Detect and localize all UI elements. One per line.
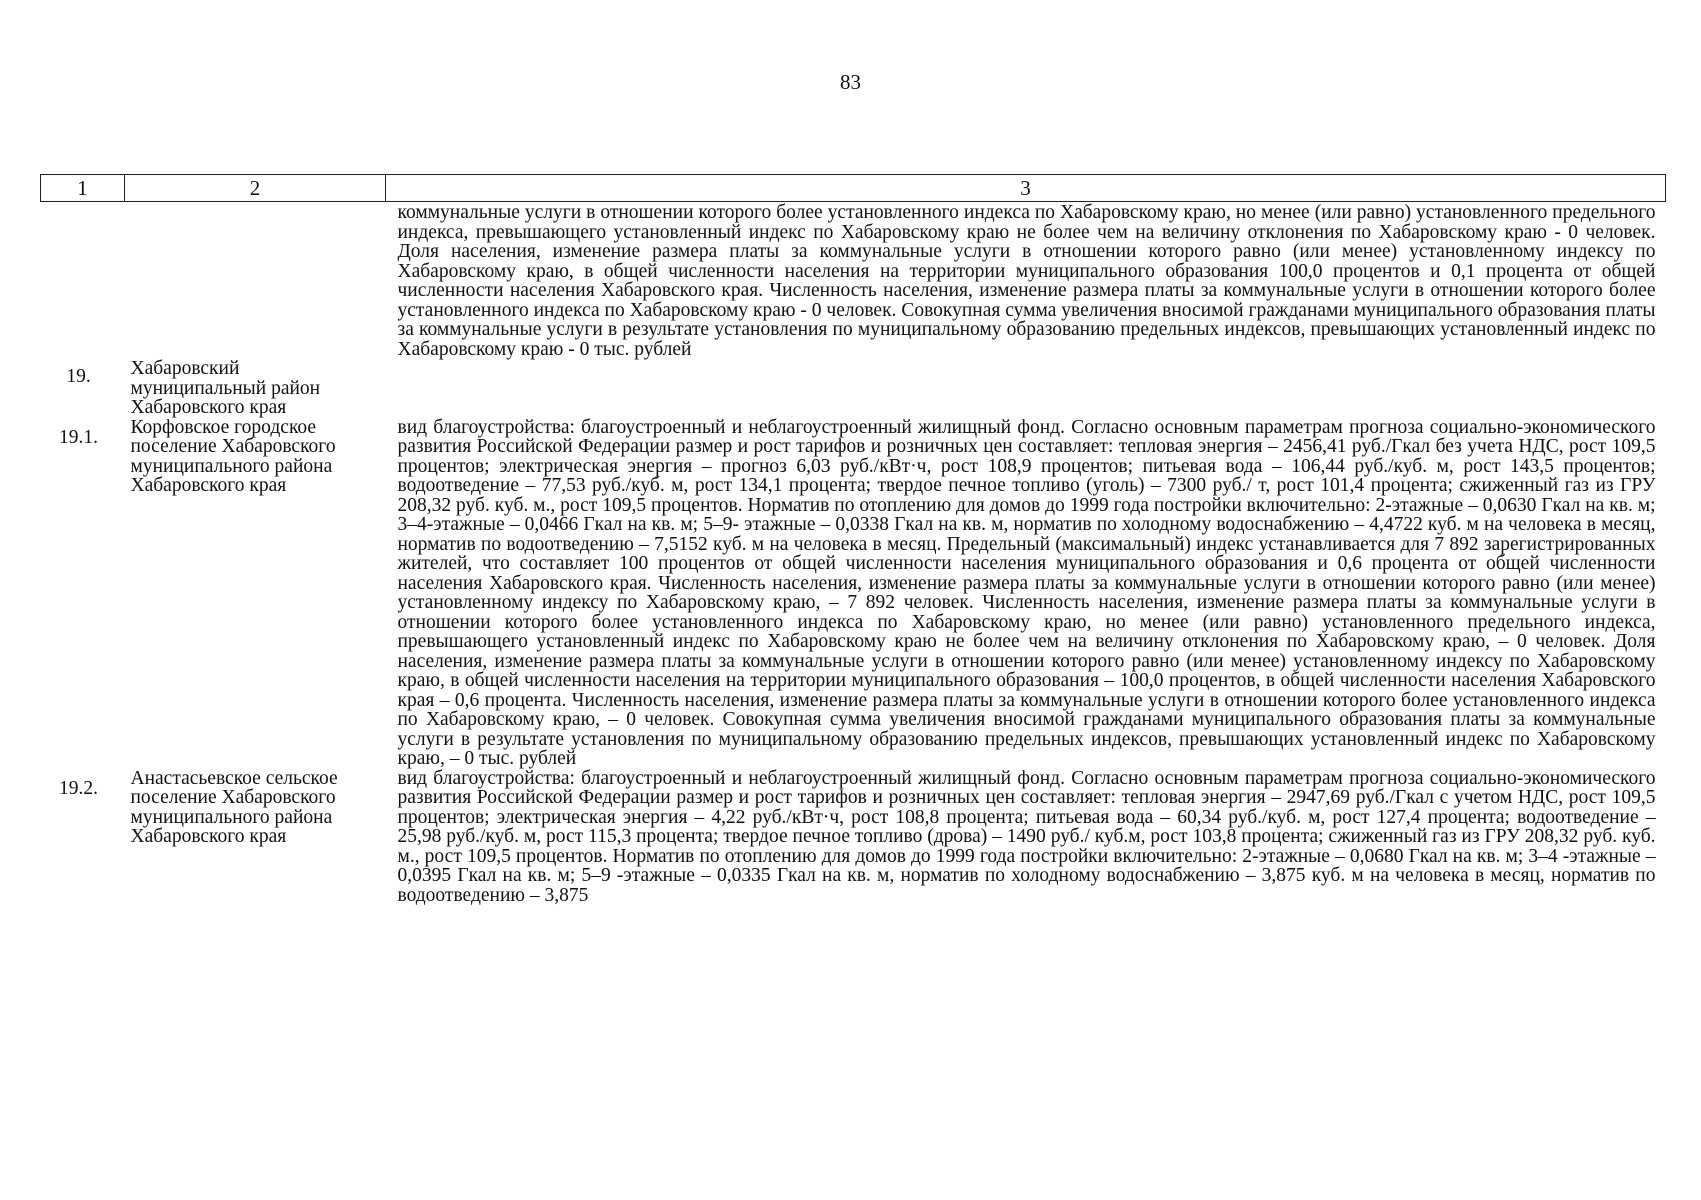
- table-header: [41, 175, 1666, 202]
- column-header-3: 3: [386, 175, 1666, 202]
- row-text: [386, 359, 1666, 418]
- page-number: 83: [840, 70, 861, 94]
- row-number-cell: [41, 202, 125, 360]
- row-text-continuation: коммунальные услуги в отношении которого более установленного индекса по Хабаровскому краю, но менее (или равно) установленного предельного индекса, превышающего установленный индекс по Хабаровскому краю не более чем на величину отклонения по Хабаровскому краю - 0 человек. Доля населения, изменение размера платы за коммунальные услуги в отношении которого равно (или менее) установленному индексу по Хабаровскому краю, в общей численности населения на территории муниципального образования 100,0 процентов и 0,1 процента от общей численности населения Хабаровского края. Численность населения, изменение размера платы за коммунальные услуги в отношении которого более установленного индекса по Хабаровскому краю - 0 человек. Совокупная сумма увеличения вносимой гражданами муниципального образования платы за коммунальные услуги в результате установления по муниципальному образованию предельных индексов, превышающих установленный индекс по Хабаровскому краю - 0 тыс. рублей: [397, 202, 1656, 360]
- table-row: [41, 359, 1666, 418]
- table-row-continuation: [41, 202, 1666, 360]
- column-header-1: 1: [41, 175, 125, 202]
- row-municipality-name: Корфовское городское поселение Хабаровского муниципального района Хабаровского края: [130, 416, 336, 496]
- row-text: вид благоустройства: благоустроенный и неблагоустроенный жилищный фонд. Согласно основным параметрам прогноза социально-экономического развития Российской Федерации размер и рост тарифов и розничных цен составляет: тепловая энергия – 2947,69 руб./Гкал с учетом НДС, рост 109,5 процентов; электрическая энергия – 4,22 руб./кВт·ч, рост 108,8 процента; питьевая вода – 60,34 руб./куб. м, рост 127,4 процента; водоотведение – 25,98 руб./куб. м, рост 115,3 процента; твердое печное топливо (дрова) – 1490 руб./ куб.м, рост 103,8 процента; сжиженный газ из ГРУ 208,32 руб. куб. м., рост 109,5 процентов. Норматив по отоплению для домов до 1999 года постройки включительно: 2-этажные – 0,0680 Гкал на кв. м; 3–4 -этажные – 0,0395 Гкал на кв. м; 5–9 -этажные – 0,0335 Гкал на кв. м, норматив по холодному водоснабжению – 3,875 куб. м на человека в месяц, норматив по водоотведению – 3,875: [397, 767, 1656, 906]
- row-text: вид благоустройства: благоустроенный и неблагоустроенный жилищный фонд. Согласно основным параметрам прогноза социально-экономического развития Российской Федерации размер и рост тарифов и розничных цен составляет: тепловая энергия – 2456,41 руб./Гкал без учета НДС, рост 109,5 процентов; электрическая энергия – прогноз 6,03 руб./кВт·ч, рост 108,9 процентов; питьевая вода – 106,44 руб./куб. м, рост 143,5 процентов; водоотведение – 77,53 руб./куб. м, рост 134,1 процента; твердое печное топливо (уголь) – 7300 руб./ т, рост 101,4 процента; сжиженный газ из ГРУ 208,32 руб. куб. м., рост 109,5 процентов. Норматив по отоплению для домов до 1999 года постройки включительно: 2-этажные – 0,0630 Гкал на кв. м; 3–4-этажные – 0,0466 Гкал на кв. м; 5–9- этажные – 0,0338 Гкал на кв. м, норматив по холодному водоснабжению – 4,4722 куб. м на человека в месяц, норматив по водоотведению – 7,5152 куб. м на человека в месяц. Предельный (максимальный) индекс устанавливается для 7 892 зарегистрированных жителей, что составляет 100 процентов от общей численности населения муниципального образования и 0,6 процента от общей численности населения Хабаровского края. Численность населения, изменение размера платы за коммунальные услуги в отношении которого равно (или менее) установленному индексу по Хабаровскому краю, – 7 892 человек. Численность населения, изменение размера платы за коммунальные услуги в отношении которого более установленного индекса по Хабаровскому краю, но менее (или равно) установленного предельного индекса, превышающего установленный индекс по Хабаровскому краю не более чем на величину отклонения по Хабаровскому краю, – 0 человек. Доля населения, изменение размера платы за коммунальные услуги в отношении которого равно (или менее) установленному индексу по Хабаровскому краю, в общей численности населения на территории муниципального образования – 100,0 процентов, в общей численности населения Хабаровского края – 0,6 процента. Численность населения, изменение размера платы за коммунальные услуги в отношении которого более установленного индекса по Хабаровскому краю, – 0 человек. Совокупная сумма увеличения вносимой гражданами муниципального образования платы за коммунальные услуги в результате установления по муниципальному образованию предельных индексов, превышающих установленный индекс по Хабаровскому краю, – 0 тыс. рублей: [397, 416, 1656, 769]
- row-municipality-name: Анастасьевское сельское поселение Хабаровского муниципального района Хабаровского края: [130, 767, 338, 847]
- row-municipality-name: Хабаровский муниципальный район Хабаровского края: [130, 358, 321, 418]
- document-table: [40, 174, 1666, 905]
- row-number: 19.1.: [59, 426, 98, 448]
- row-number: 19.2.: [59, 777, 98, 799]
- column-header-2: 2: [125, 175, 386, 202]
- row-name-cell: [125, 202, 386, 360]
- table-row: [41, 769, 1666, 906]
- row-number: 19.: [66, 366, 91, 387]
- table-row: [41, 418, 1666, 769]
